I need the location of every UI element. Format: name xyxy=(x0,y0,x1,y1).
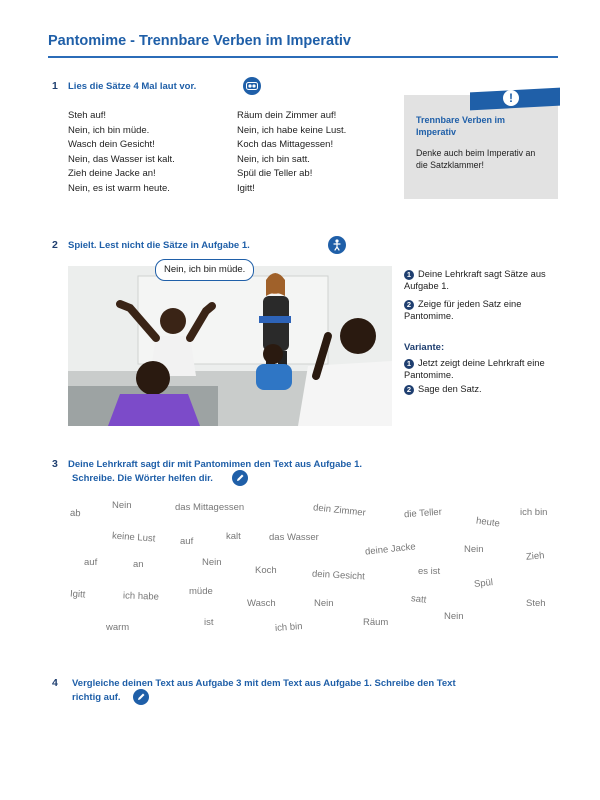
speech-bubble: Nein, ich bin müde. xyxy=(155,259,254,281)
step-number-badge: 2 xyxy=(404,385,414,395)
sentence: Nein, ich bin müde. xyxy=(68,124,150,136)
word-chip: Spül xyxy=(473,577,494,590)
tip-text: Denke auch beim Imperativ an die Satzklammer! xyxy=(416,148,536,171)
page-title: Pantomime - Trennbare Verben im Imperativ xyxy=(48,33,351,49)
word-chip: Nein xyxy=(202,557,222,568)
sentence-list-right xyxy=(237,109,346,197)
word-chip: müde xyxy=(189,586,213,597)
step-number-badge: 1 xyxy=(404,270,414,280)
word-chip: an xyxy=(133,559,144,570)
variant-label: Variante: xyxy=(404,342,445,353)
sentence: Nein, ich bin satt. xyxy=(237,153,310,165)
task4-number: 4 xyxy=(52,677,58,689)
word-chip: warm xyxy=(106,622,130,633)
word-chip: Steh xyxy=(526,598,546,609)
step-number-badge: 2 xyxy=(404,300,414,310)
word-chip: Nein xyxy=(464,544,484,555)
task4-instruction-line1: Vergleiche deinen Text aus Aufgabe 3 mit dem Text aus Aufgabe 1. Schreibe den Text xyxy=(72,678,456,689)
task4-instruction-line2: richtig auf. xyxy=(72,692,121,703)
task3-instruction-line1: Deine Lehrkraft sagt dir mit Pantomimen den Text aus Aufgabe 1. xyxy=(68,459,363,470)
word-chip: ab xyxy=(69,507,81,520)
sentence: Koch das Mittagessen! xyxy=(237,139,334,151)
sentence: Igitt! xyxy=(237,182,255,194)
step-text: Zeige für jeden Satz eine Pantomime. xyxy=(404,299,522,321)
audio-cd-icon[interactable] xyxy=(243,77,261,95)
sentence: Nein, das Wasser ist kalt. xyxy=(68,153,175,165)
word-chip: deine Jacke xyxy=(364,541,417,558)
exclamation-icon: ! xyxy=(503,90,519,106)
pantomime-icon[interactable] xyxy=(328,236,346,254)
task2-number: 2 xyxy=(52,239,58,251)
pencil-icon[interactable] xyxy=(133,689,149,705)
word-chip: Nein xyxy=(112,500,132,511)
sentence-list-left xyxy=(68,109,175,197)
sentence: Zieh deine Jacke an! xyxy=(68,168,156,180)
sentence: Nein, ich habe keine Lust. xyxy=(237,124,347,136)
word-chip: dein Zimmer xyxy=(312,502,367,519)
word-chip: Nein xyxy=(444,611,464,622)
word-chip: das Wasser xyxy=(269,532,319,543)
pencil-icon[interactable] xyxy=(232,470,248,486)
sentence: Spül die Teller ab! xyxy=(237,168,313,180)
word-chip: ich bin xyxy=(520,507,548,518)
word-chip: ist xyxy=(204,617,214,628)
word-chip: ich bin xyxy=(274,621,303,634)
word-chip: auf xyxy=(180,536,194,547)
word-chip: auf xyxy=(84,557,98,568)
word-chip: keine Lust xyxy=(111,530,156,545)
task3-number: 3 xyxy=(52,458,58,470)
task1-instruction: Lies die Sätze 4 Mal laut vor. xyxy=(68,81,197,92)
step-text: Deine Lehrkraft sagt Sätze aus Aufgabe 1. xyxy=(404,269,546,291)
word-chip: Nein xyxy=(314,598,334,609)
title-divider xyxy=(48,56,558,58)
word-chip: das Mittagessen xyxy=(175,502,245,513)
step-item xyxy=(404,383,576,395)
sentence: Räum dein Zimmer auf! xyxy=(237,110,337,121)
word-chip: kalt xyxy=(226,531,241,542)
word-chip: es ist xyxy=(418,566,441,577)
word-chip: Igitt xyxy=(69,588,86,601)
task3-instruction-line2: Schreibe. Die Wörter helfen dir. xyxy=(72,473,213,484)
step-text: Sage den Satz. xyxy=(418,384,482,394)
task2-instruction: Spielt. Lest nicht die Sätze in Aufgabe 1. xyxy=(68,240,250,251)
sentence: Wasch dein Gesicht! xyxy=(68,139,155,151)
variant-steps xyxy=(404,357,576,395)
sentence: Nein, es ist warm heute. xyxy=(68,182,170,194)
word-chip: dein Gesicht xyxy=(311,568,366,583)
step-item xyxy=(404,298,554,322)
sentence: Steh auf! xyxy=(68,110,107,121)
step-number-badge: 1 xyxy=(404,359,414,369)
word-chip: heute xyxy=(475,515,501,530)
step-item xyxy=(404,357,576,381)
task1-number: 1 xyxy=(52,80,58,92)
task2-steps xyxy=(404,268,554,322)
word-chip: die Teller xyxy=(403,506,443,521)
word-chip: Räum xyxy=(363,617,389,628)
word-chip: ich habe xyxy=(122,590,160,603)
step-item xyxy=(404,268,554,292)
word-chip: Zieh xyxy=(525,550,545,563)
word-chip: Wasch xyxy=(247,598,276,609)
word-chip: Koch xyxy=(255,565,277,576)
word-chip: satt xyxy=(410,593,427,606)
classroom-photo xyxy=(68,266,392,426)
step-text: Jetzt zeigt deine Lehrkraft eine Pantomime. xyxy=(404,358,545,380)
tip-title: Trennbare Verben im Imperativ xyxy=(416,115,506,137)
